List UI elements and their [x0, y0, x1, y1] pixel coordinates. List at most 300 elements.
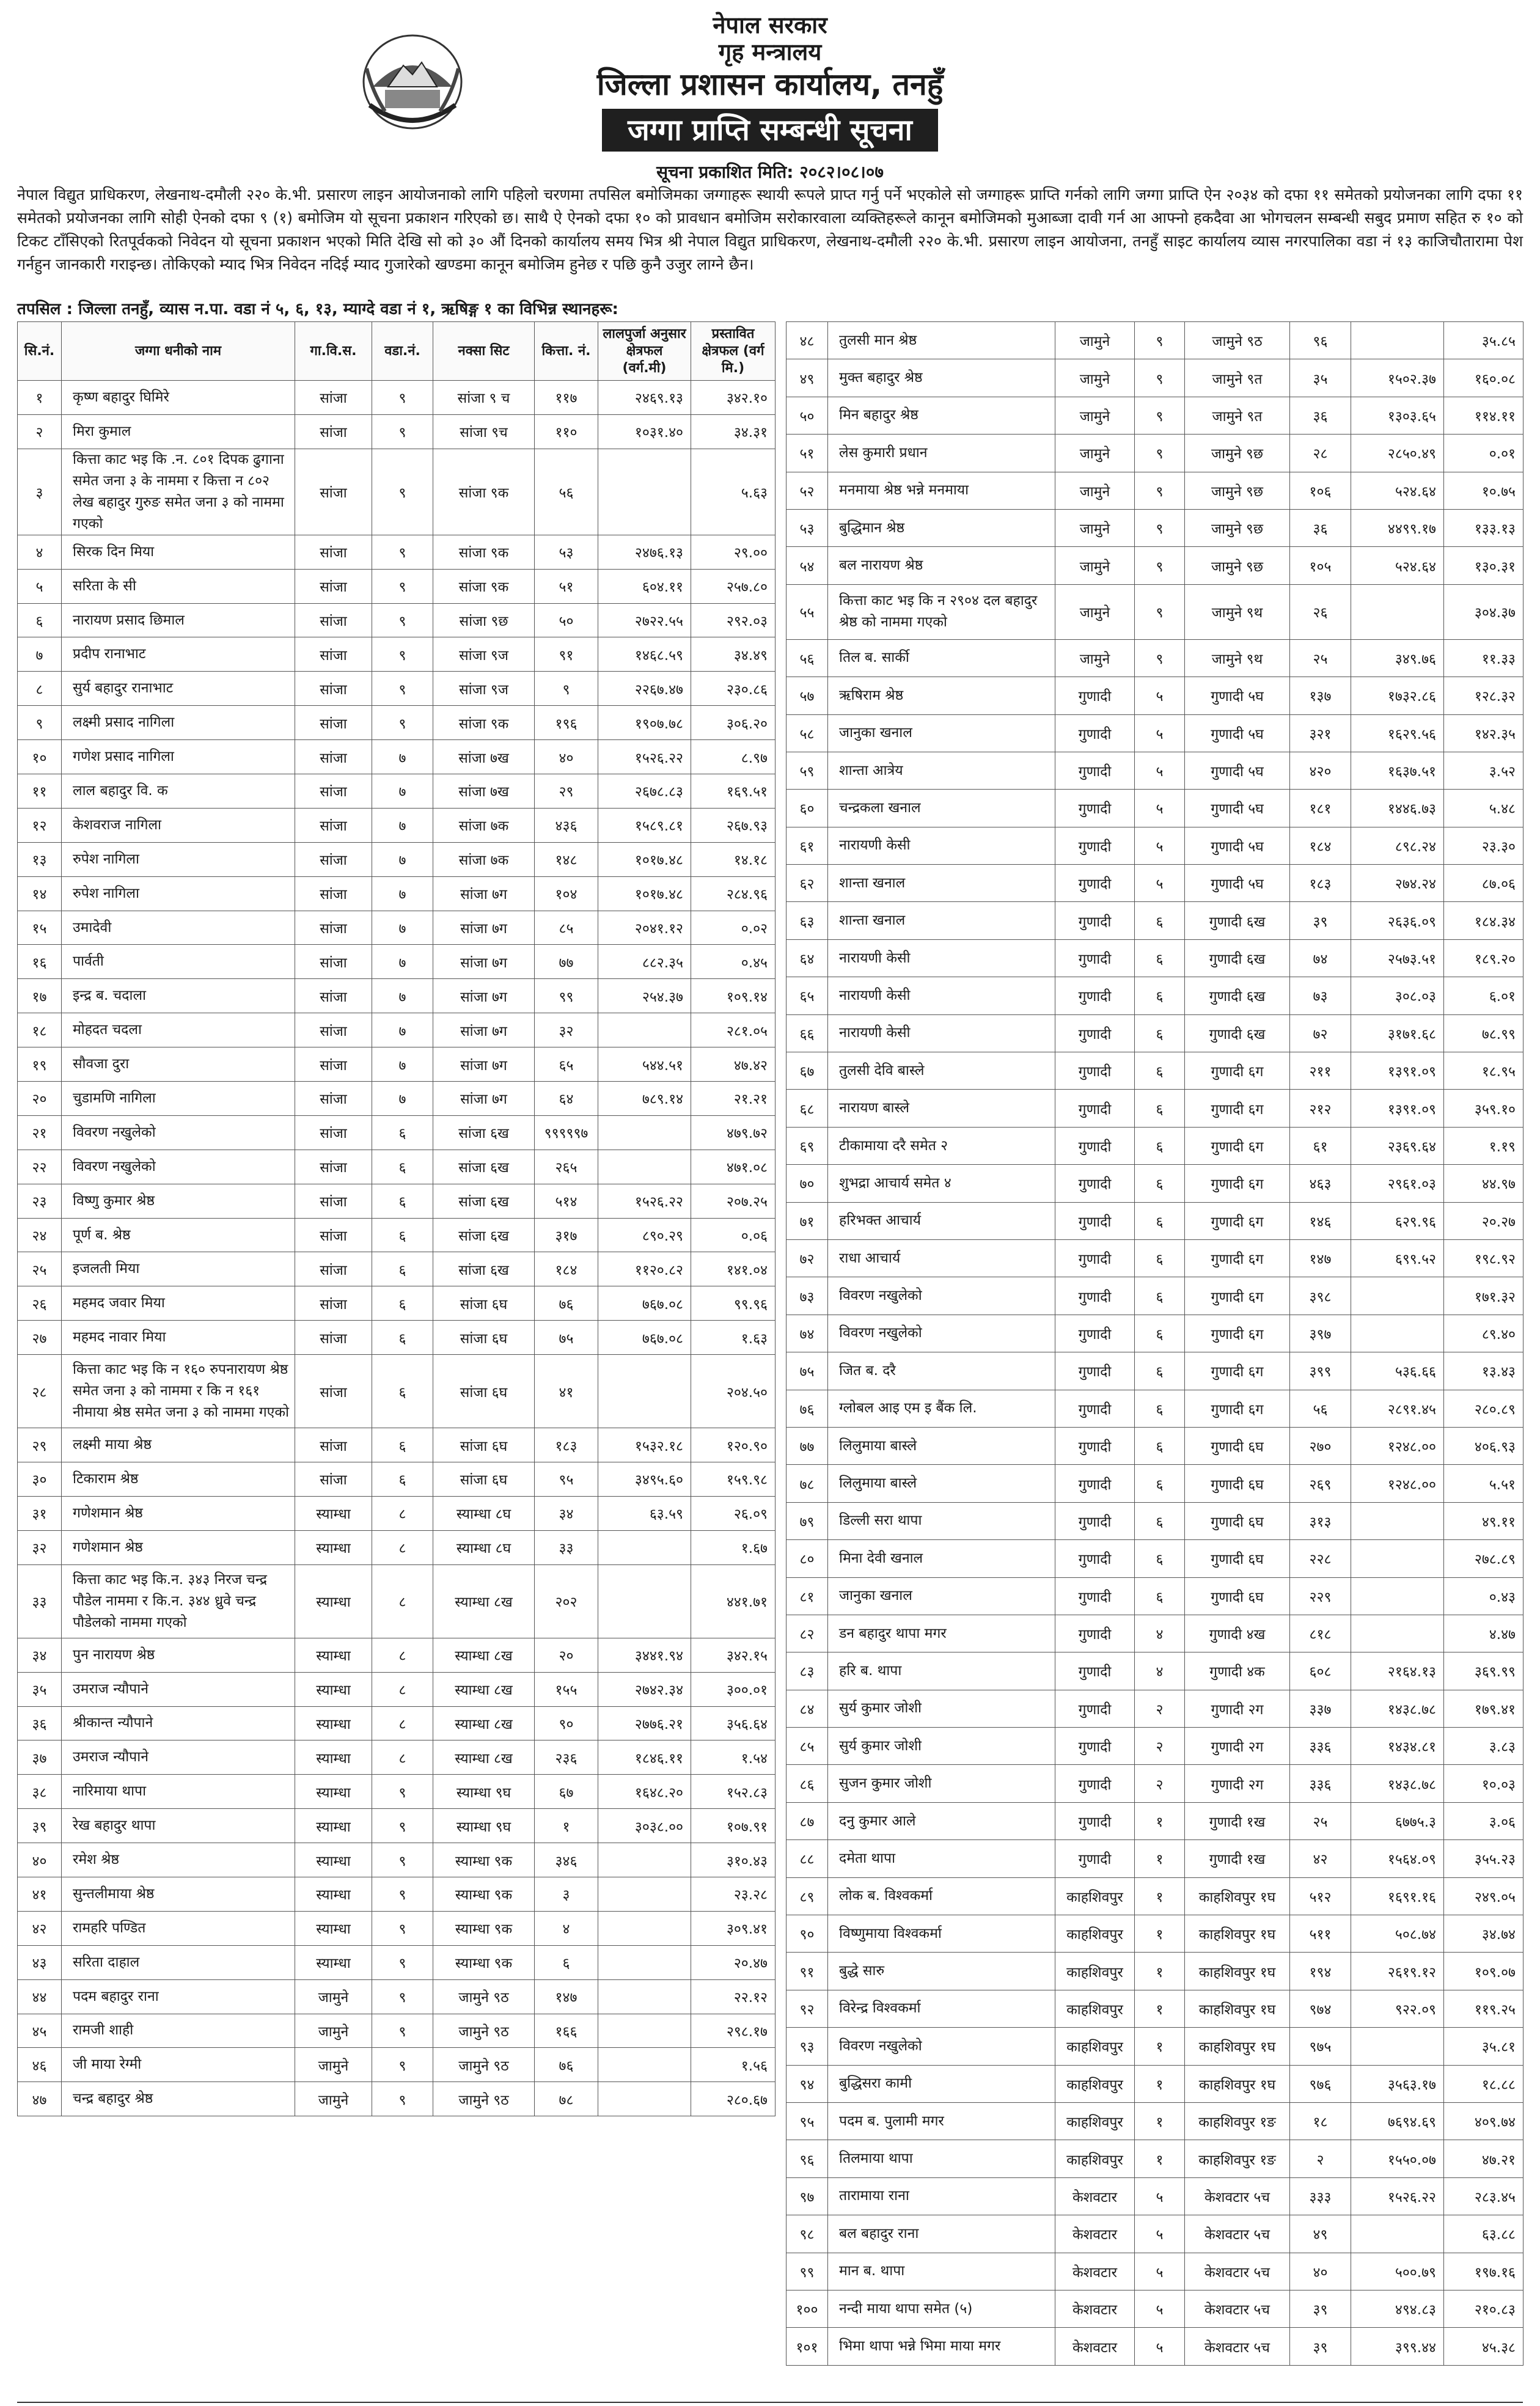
- cell-area-lalpurja: ५२४.६४: [1351, 472, 1444, 509]
- cell-plot: २६: [1290, 584, 1351, 639]
- cell-area-proposed: १०७.९१: [691, 1809, 776, 1843]
- cell-area-proposed: ३.५२: [1444, 752, 1524, 789]
- cell-area-lalpurja: १६३७.५१: [1351, 752, 1444, 789]
- cell-map-sheet: जामुने ९ठ: [433, 2048, 535, 2082]
- cell-map-sheet: जामुने ९थ: [1185, 639, 1290, 677]
- cell-map-sheet: सांजा ९छ: [433, 603, 535, 637]
- table-row: [787, 584, 1524, 639]
- cell-plot: १४६: [1290, 1202, 1351, 1239]
- cell-vdc: काहशिवपुर: [1055, 2065, 1135, 2102]
- cell-area-proposed: १२८.३२: [1444, 677, 1524, 714]
- cell-map-sheet: गुणादी ६ग: [1185, 1090, 1290, 1127]
- table-row: [18, 1047, 776, 1082]
- cell-map-sheet: स्याम्धा ९क: [433, 1911, 535, 1945]
- cell-sn: ९०: [787, 1915, 828, 1953]
- cell-map-sheet: सांजा ७क: [433, 842, 535, 876]
- cell-owner-name: कृष्ण बहादुर घिमिरे: [62, 381, 295, 415]
- cell-map-sheet: गुणादी ६घ: [1185, 1502, 1290, 1539]
- table-row: [18, 842, 776, 876]
- cell-area-lalpurja: २५७३.५१: [1351, 939, 1444, 977]
- cell-plot: १०६: [1290, 472, 1351, 509]
- cell-sn: ६५: [787, 977, 828, 1014]
- cell-vdc: काहशिवपुर: [1055, 1877, 1135, 1915]
- cell-map-sheet: जामुने ९ठ: [433, 1979, 535, 2014]
- cell-area-proposed: ४४.९७: [1444, 1165, 1524, 1202]
- cell-owner-name: शान्ता आत्रेय: [828, 752, 1055, 789]
- header-sn: सि.नं.: [18, 322, 62, 381]
- cell-map-sheet: गुणादी ६ख: [1185, 939, 1290, 977]
- table-row: [787, 1390, 1524, 1427]
- cell-map-sheet: स्याम्धा ८ख: [433, 1706, 535, 1740]
- cell-sn: ४२: [18, 1911, 62, 1945]
- cell-vdc: गुणादी: [1055, 1690, 1135, 1727]
- cell-sn: २०: [18, 1082, 62, 1116]
- cell-plot: २२८: [1290, 1540, 1351, 1577]
- cell-map-sheet: स्याम्धा ८ख: [433, 1672, 535, 1706]
- cell-map-sheet: केशवटार ५च: [1185, 2328, 1290, 2365]
- cell-vdc: केशवटार: [1055, 2290, 1135, 2327]
- cell-plot: ५११: [1290, 1915, 1351, 1953]
- cell-vdc: सांजा: [295, 414, 372, 449]
- cell-plot: ४: [535, 1911, 598, 1945]
- cell-vdc: गुणादी: [1055, 1052, 1135, 1090]
- cell-ward: ८: [372, 1496, 433, 1530]
- header-plot: कित्ता. नं.: [535, 322, 598, 381]
- cell-area-lalpurja: २७४२.३४: [598, 1672, 691, 1706]
- cell-owner-name: तारामाया राना: [828, 2177, 1055, 2215]
- cell-owner-name: बल बहादुर राना: [828, 2215, 1055, 2253]
- cell-area-proposed: ४७१.०८: [691, 1150, 776, 1184]
- cell-plot: २६९: [1290, 1465, 1351, 1502]
- cell-owner-name: पुन नारायण श्रेष्ठ: [62, 1638, 295, 1672]
- cell-area-proposed: ८९.४०: [1444, 1315, 1524, 1352]
- cell-sn: १७: [18, 979, 62, 1013]
- cell-owner-name: तुलसी देवि बास्ले: [828, 1052, 1055, 1090]
- cell-area-proposed: २३०.८६: [691, 672, 776, 706]
- table-row: [18, 1321, 776, 1355]
- cell-map-sheet: जामुने ९छ: [1185, 509, 1290, 546]
- ministry-name: गृह मन्त्रालय: [718, 39, 822, 65]
- cell-area-lalpurja: [1351, 2028, 1444, 2065]
- cell-map-sheet: जामुने ९ठ: [433, 2082, 535, 2116]
- cell-sn: ५५: [787, 584, 828, 639]
- table-row: [787, 2177, 1524, 2215]
- cell-area-lalpurja: १६९१.१६: [1351, 1877, 1444, 1915]
- cell-area-lalpurja: १९०७.७८: [598, 706, 691, 740]
- cell-vdc: गुणादी: [1055, 1352, 1135, 1390]
- cell-sn: ९८: [787, 2215, 828, 2253]
- cell-vdc: जामुने: [1055, 584, 1135, 639]
- cell-area-lalpurja: २०४१.१२: [598, 911, 691, 945]
- cell-map-sheet: गुणादी ५घ: [1185, 677, 1290, 714]
- cell-owner-name: लेस कुमारी प्रधान: [828, 435, 1055, 472]
- cell-area-proposed: २९८.१७: [691, 2014, 776, 2048]
- cell-vdc: केशवटार: [1055, 2328, 1135, 2365]
- cell-vdc: काहशिवपुर: [1055, 1990, 1135, 2027]
- cell-plot: ५१: [535, 569, 598, 603]
- cell-plot: ६०८: [1290, 1652, 1351, 1690]
- cell-sn: १००: [787, 2290, 828, 2327]
- cell-sn: ७७: [787, 1427, 828, 1464]
- cell-area-proposed: १४.१८: [691, 842, 776, 876]
- cell-map-sheet: स्याम्धा ८घ: [433, 1530, 535, 1564]
- table-row: [18, 569, 776, 603]
- cell-sn: १९: [18, 1047, 62, 1082]
- cell-map-sheet: गुणादी ५घ: [1185, 865, 1290, 902]
- cell-map-sheet: गुणादी ६ग: [1185, 1165, 1290, 1202]
- cell-ward: ४: [1135, 1652, 1185, 1690]
- cell-owner-name: उमराज न्यौपाने: [62, 1672, 295, 1706]
- cell-plot: २०: [535, 1638, 598, 1672]
- table-row: [787, 902, 1524, 939]
- cell-plot: १: [535, 1809, 598, 1843]
- cell-owner-name: पदम ब. पुलामी मगर: [828, 2102, 1055, 2140]
- cell-sn: ९: [18, 706, 62, 740]
- cell-vdc: सांजा: [295, 1252, 372, 1286]
- table-row: [787, 1315, 1524, 1352]
- cell-map-sheet: स्याम्धा ८ख: [433, 1740, 535, 1775]
- cell-owner-name: सुर्य कुमार जोशी: [828, 1690, 1055, 1727]
- cell-plot: २११: [1290, 1052, 1351, 1090]
- cell-owner-name: विष्णुमाया विश्वकर्मा: [828, 1915, 1055, 1953]
- cell-ward: ९: [372, 672, 433, 706]
- cell-vdc: स्याम्धा: [295, 1809, 372, 1843]
- cell-plot: ३१३: [1290, 1502, 1351, 1539]
- cell-vdc: गुणादी: [1055, 1315, 1135, 1352]
- table-row: [18, 1355, 776, 1428]
- cell-area-lalpurja: १७३२.८६: [1351, 677, 1444, 714]
- cell-area-proposed: १.५४: [691, 1740, 776, 1775]
- cell-map-sheet: गुणादी ६ग: [1185, 1352, 1290, 1390]
- table-row: [787, 2140, 1524, 2177]
- cell-owner-name: मिना देवी खनाल: [828, 1540, 1055, 1577]
- cell-plot: २२९: [1290, 1577, 1351, 1615]
- cell-area-proposed: ६३.८८: [1444, 2215, 1524, 2253]
- cell-map-sheet: गुणादी ६घ: [1185, 1540, 1290, 1577]
- cell-plot: ३: [535, 1877, 598, 1911]
- table-row: [18, 2048, 776, 2082]
- cell-map-sheet: सांजा ६ख: [433, 1218, 535, 1252]
- cell-area-proposed: ३.०६: [1444, 1802, 1524, 1839]
- cell-area-proposed: २३.२८: [691, 1877, 776, 1911]
- table-row: [787, 1690, 1524, 1727]
- cell-owner-name: रमेश श्रेष्ठ: [62, 1843, 295, 1877]
- cell-vdc: सांजा: [295, 1082, 372, 1116]
- cell-sn: १: [18, 381, 62, 415]
- cell-vdc: गुणादी: [1055, 1239, 1135, 1277]
- cell-area-lalpurja: ७६७.०८: [598, 1286, 691, 1321]
- cell-area-proposed: २१०.८३: [1444, 2290, 1524, 2327]
- cell-ward: ९: [372, 1945, 433, 1979]
- cell-ward: १: [1135, 1990, 1185, 2027]
- cell-area-proposed: १४१.०४: [691, 1252, 776, 1286]
- cell-map-sheet: काहशिवपुर १घ: [1185, 1877, 1290, 1915]
- cell-ward: १: [1135, 1877, 1185, 1915]
- cell-owner-name: मान ब. थापा: [828, 2253, 1055, 2290]
- cell-plot: १८३: [1290, 865, 1351, 902]
- cell-map-sheet: गुणादी २ग: [1185, 1728, 1290, 1765]
- cell-plot: ५३: [535, 535, 598, 569]
- table-row: [787, 2215, 1524, 2253]
- cell-vdc: सांजा: [295, 1184, 372, 1218]
- table-row: [787, 547, 1524, 584]
- cell-owner-name: टिकाराम श्रेष्ठ: [62, 1462, 295, 1497]
- cell-plot: ७२: [1290, 1014, 1351, 1052]
- cell-sn: ८१: [787, 1577, 828, 1615]
- cell-area-proposed: ६.०१: [1444, 977, 1524, 1014]
- cell-area-proposed: ३४.३१: [691, 414, 776, 449]
- cell-vdc: सांजा: [295, 979, 372, 1013]
- cell-area-lalpurja: २८५०.४९: [1351, 435, 1444, 472]
- cell-plot: ४०: [535, 740, 598, 774]
- cell-map-sheet: गुणादी ६ग: [1185, 1239, 1290, 1277]
- cell-vdc: स्याम्धा: [295, 1496, 372, 1530]
- cell-sn: ५२: [787, 472, 828, 509]
- cell-ward: ६: [372, 1286, 433, 1321]
- table-row: [18, 535, 776, 569]
- cell-sn: ५९: [787, 752, 828, 789]
- cell-plot: ६७: [535, 1775, 598, 1809]
- cell-plot: २३६: [535, 1740, 598, 1775]
- cell-map-sheet: सांजा ९ च: [433, 381, 535, 415]
- cell-plot: ३३६: [1290, 1728, 1351, 1765]
- cell-ward: ६: [1135, 1390, 1185, 1427]
- cell-map-sheet: सांजा ९क: [433, 706, 535, 740]
- cell-vdc: काहशिवपुर: [1055, 1953, 1135, 1990]
- cell-ward: ६: [1135, 1465, 1185, 1502]
- cell-ward: ६: [1135, 1202, 1185, 1239]
- cell-area-proposed: ३५.८१: [1444, 2028, 1524, 2065]
- table-row: [787, 1352, 1524, 1390]
- cell-vdc: गुणादी: [1055, 1277, 1135, 1315]
- cell-area-proposed: २८४.९६: [691, 876, 776, 911]
- cell-map-sheet: जामुने ९थ: [1185, 584, 1290, 639]
- cell-area-proposed: ३४२.१०: [691, 381, 776, 415]
- table-row: [787, 359, 1524, 397]
- cell-ward: ९: [372, 1877, 433, 1911]
- table-row: [18, 1945, 776, 1979]
- cell-area-lalpurja: ५००.७९: [1351, 2253, 1444, 2290]
- cell-vdc: स्याम्धा: [295, 1775, 372, 1809]
- cell-area-proposed: ४७९.७२: [691, 1115, 776, 1150]
- cell-plot: ६१: [1290, 1127, 1351, 1164]
- cell-area-lalpurja: ३४४१.९४: [598, 1638, 691, 1672]
- cell-ward: ६: [1135, 1315, 1185, 1352]
- cell-owner-name: नन्दी माया थापा समेत (५): [828, 2290, 1055, 2327]
- cell-sn: ३६: [18, 1706, 62, 1740]
- cell-map-sheet: गुणादी ६घ: [1185, 1427, 1290, 1464]
- cell-vdc: काहशिवपुर: [1055, 2140, 1135, 2177]
- cell-ward: ६: [1135, 939, 1185, 977]
- cell-area-lalpurja: ३०८.०३: [1351, 977, 1444, 1014]
- cell-ward: ६: [372, 1252, 433, 1286]
- cell-plot: ६: [535, 1945, 598, 1979]
- cell-area-proposed: ५.६३: [691, 449, 776, 535]
- cell-sn: ८०: [787, 1540, 828, 1577]
- cell-sn: ६०: [787, 790, 828, 827]
- cell-plot: ६५: [535, 1047, 598, 1082]
- cell-ward: ५: [1135, 2177, 1185, 2215]
- table-row: [787, 1090, 1524, 1127]
- cell-map-sheet: जामुने ९ठ: [433, 2014, 535, 2048]
- cell-plot: ९७५: [1290, 2028, 1351, 2065]
- cell-map-sheet: स्याम्धा ९क: [433, 1945, 535, 1979]
- cell-owner-name: ऋषिराम श्रेष्ठ: [828, 677, 1055, 714]
- cell-map-sheet: जामुने ९त: [1185, 359, 1290, 397]
- table-row: [18, 1252, 776, 1286]
- cell-area-proposed: ४०९.७४: [1444, 2102, 1524, 2140]
- cell-plot: २: [1290, 2140, 1351, 2177]
- cell-plot: ३३३: [1290, 2177, 1351, 2215]
- cell-area-lalpurja: [1351, 1615, 1444, 1652]
- cell-ward: ६: [1135, 1165, 1185, 1202]
- cell-vdc: जामुने: [295, 2014, 372, 2048]
- cell-owner-name: तुलसी मान श्रेष्ठ: [828, 322, 1055, 359]
- cell-plot: ३३६: [1290, 1765, 1351, 1802]
- cell-area-proposed: २८३.४५: [1444, 2177, 1524, 2215]
- cell-area-lalpurja: [1351, 584, 1444, 639]
- cell-sn: ५८: [787, 714, 828, 752]
- cell-map-sheet: सांजा ७क: [433, 808, 535, 842]
- cell-plot: ४९: [1290, 2215, 1351, 2253]
- table-row: [787, 1165, 1524, 1202]
- cell-area-lalpurja: १५६४.०९: [1351, 1840, 1444, 1877]
- cell-area-proposed: १०९.०७: [1444, 1953, 1524, 1990]
- cell-plot: ४३६: [535, 808, 598, 842]
- cell-sn: २४: [18, 1218, 62, 1252]
- cell-map-sheet: सांजा ९ज: [433, 672, 535, 706]
- cell-vdc: स्याम्धा: [295, 1945, 372, 1979]
- cell-plot: ९: [535, 672, 598, 706]
- cell-owner-name: केशवराज नागिला: [62, 808, 295, 842]
- cell-ward: ९: [1135, 359, 1185, 397]
- table-row: [18, 979, 776, 1013]
- cell-area-proposed: ३००.०१: [691, 1672, 776, 1706]
- cell-owner-name: शान्ता खनाल: [828, 865, 1055, 902]
- cell-area-lalpurja: [598, 1355, 691, 1428]
- cell-vdc: सांजा: [295, 1286, 372, 1321]
- cell-area-lalpurja: [598, 2014, 691, 2048]
- cell-area-lalpurja: ४९४.८३: [1351, 2290, 1444, 2327]
- cell-sn: ३०: [18, 1462, 62, 1497]
- cell-area-lalpurja: २६७८.८३: [598, 774, 691, 809]
- cell-sn: ६६: [787, 1014, 828, 1052]
- cell-owner-name: कित्ता काट भइ कि न १६० रुपनारायण श्रेष्ठ समेत जना ३ को नाममा र कि न १६१ नीमाया श्रेष्ठ समेत जना ३ को नाममा गएको: [62, 1355, 295, 1428]
- cell-vdc: जामुने: [295, 2048, 372, 2082]
- cell-owner-name: रुपेश नागिला: [62, 876, 295, 911]
- cell-sn: १२: [18, 808, 62, 842]
- cell-map-sheet: सांजा ७ग: [433, 979, 535, 1013]
- cell-vdc: सांजा: [295, 1355, 372, 1428]
- cell-area-lalpurja: १४३४.८१: [1351, 1728, 1444, 1765]
- cell-sn: ३७: [18, 1740, 62, 1775]
- cell-plot: २७०: [1290, 1427, 1351, 1464]
- cell-ward: ७: [372, 979, 433, 1013]
- cell-sn: ४९: [787, 359, 828, 397]
- cell-area-lalpurja: १५०२.३७: [1351, 359, 1444, 397]
- cell-area-proposed: ०.०६: [691, 1218, 776, 1252]
- cell-map-sheet: सांजा ९क: [433, 569, 535, 603]
- cell-area-lalpurja: १०३१.४०: [598, 414, 691, 449]
- cell-ward: ६: [1135, 1502, 1185, 1539]
- cell-owner-name: गणेशमान श्रेष्ठ: [62, 1530, 295, 1564]
- cell-ward: ८: [372, 1638, 433, 1672]
- cell-plot: १८४: [1290, 827, 1351, 864]
- table-row: [787, 322, 1524, 359]
- cell-area-proposed: २४९.०५: [1444, 1877, 1524, 1915]
- table-row: [787, 1052, 1524, 1090]
- cell-vdc: गुणादी: [1055, 1390, 1135, 1427]
- cell-area-proposed: २०४.५०: [691, 1355, 776, 1428]
- cell-vdc: जामुने: [1055, 397, 1135, 434]
- cell-plot: २५: [1290, 1802, 1351, 1839]
- cell-sn: १३: [18, 842, 62, 876]
- table-row: [18, 876, 776, 911]
- cell-area-lalpurja: १६४८.२०: [598, 1775, 691, 1809]
- cell-ward: ६: [1135, 1239, 1185, 1277]
- cell-plot: ११७: [535, 381, 598, 415]
- cell-owner-name: श्रीकान्त न्यौपाने: [62, 1706, 295, 1740]
- cell-map-sheet: सांजा ९च: [433, 414, 535, 449]
- cell-owner-name: लाल बहादुर वि. क: [62, 774, 295, 809]
- cell-area-proposed: ४७.४२: [691, 1047, 776, 1082]
- cell-area-lalpurja: १३९१.०९: [1351, 1052, 1444, 1090]
- cell-sn: ६१: [787, 827, 828, 864]
- cell-owner-name: नारिमाया थापा: [62, 1775, 295, 1809]
- cell-map-sheet: गुणादी ५घ: [1185, 714, 1290, 752]
- cell-map-sheet: सांजा ७ख: [433, 740, 535, 774]
- table-row: [18, 1150, 776, 1184]
- cell-area-lalpurja: [1351, 1315, 1444, 1352]
- table-row: [787, 1615, 1524, 1652]
- cell-vdc: जामुने: [1055, 472, 1135, 509]
- cell-area-lalpurja: १५५०.०७: [1351, 2140, 1444, 2177]
- table-row: [787, 1728, 1524, 1765]
- cell-ward: ९: [372, 535, 433, 569]
- cell-map-sheet: जामुने ९छ: [1185, 472, 1290, 509]
- cell-owner-name: नारायण प्रसाद छिमाल: [62, 603, 295, 637]
- cell-map-sheet: जामुने ९छ: [1185, 435, 1290, 472]
- cell-vdc: सांजा: [295, 808, 372, 842]
- cell-map-sheet: गुणादी ६ख: [1185, 902, 1290, 939]
- cell-sn: ३८: [18, 1775, 62, 1809]
- cell-sn: ३९: [18, 1809, 62, 1843]
- table-row: [787, 1877, 1524, 1915]
- cell-map-sheet: सांजा ६घ: [433, 1286, 535, 1321]
- cell-map-sheet: काहशिवपुर १घ: [1185, 1915, 1290, 1953]
- table-row: [18, 603, 776, 637]
- table-row: [787, 1239, 1524, 1277]
- cell-area-proposed: १.६३: [691, 1321, 776, 1355]
- cell-map-sheet: गुणादी २ग: [1185, 1690, 1290, 1727]
- cell-vdc: स्याम्धा: [295, 1564, 372, 1638]
- cell-vdc: जामुने: [1055, 322, 1135, 359]
- cell-ward: ९: [372, 1979, 433, 2014]
- table-row: [787, 1014, 1524, 1052]
- cell-ward: ७: [372, 1082, 433, 1116]
- cell-owner-name: कित्ता काट भइ कि न २९०४ दल बहादुर श्रेष्ठ को नाममा गएको: [828, 584, 1055, 639]
- cell-owner-name: चन्द्रकला खनाल: [828, 790, 1055, 827]
- cell-area-lalpurja: २२६७.४७: [598, 672, 691, 706]
- cell-ward: ९: [372, 706, 433, 740]
- cell-plot: २६५: [535, 1150, 598, 1184]
- table-row: [18, 1530, 776, 1564]
- cell-area-proposed: २०.४७: [691, 1945, 776, 1979]
- cell-map-sheet: काहशिवपुर १घ: [1185, 1953, 1290, 1990]
- cell-vdc: गुणादी: [1055, 1802, 1135, 1839]
- cell-ward: ६: [1135, 1127, 1185, 1164]
- cell-vdc: गुणादी: [1055, 939, 1135, 977]
